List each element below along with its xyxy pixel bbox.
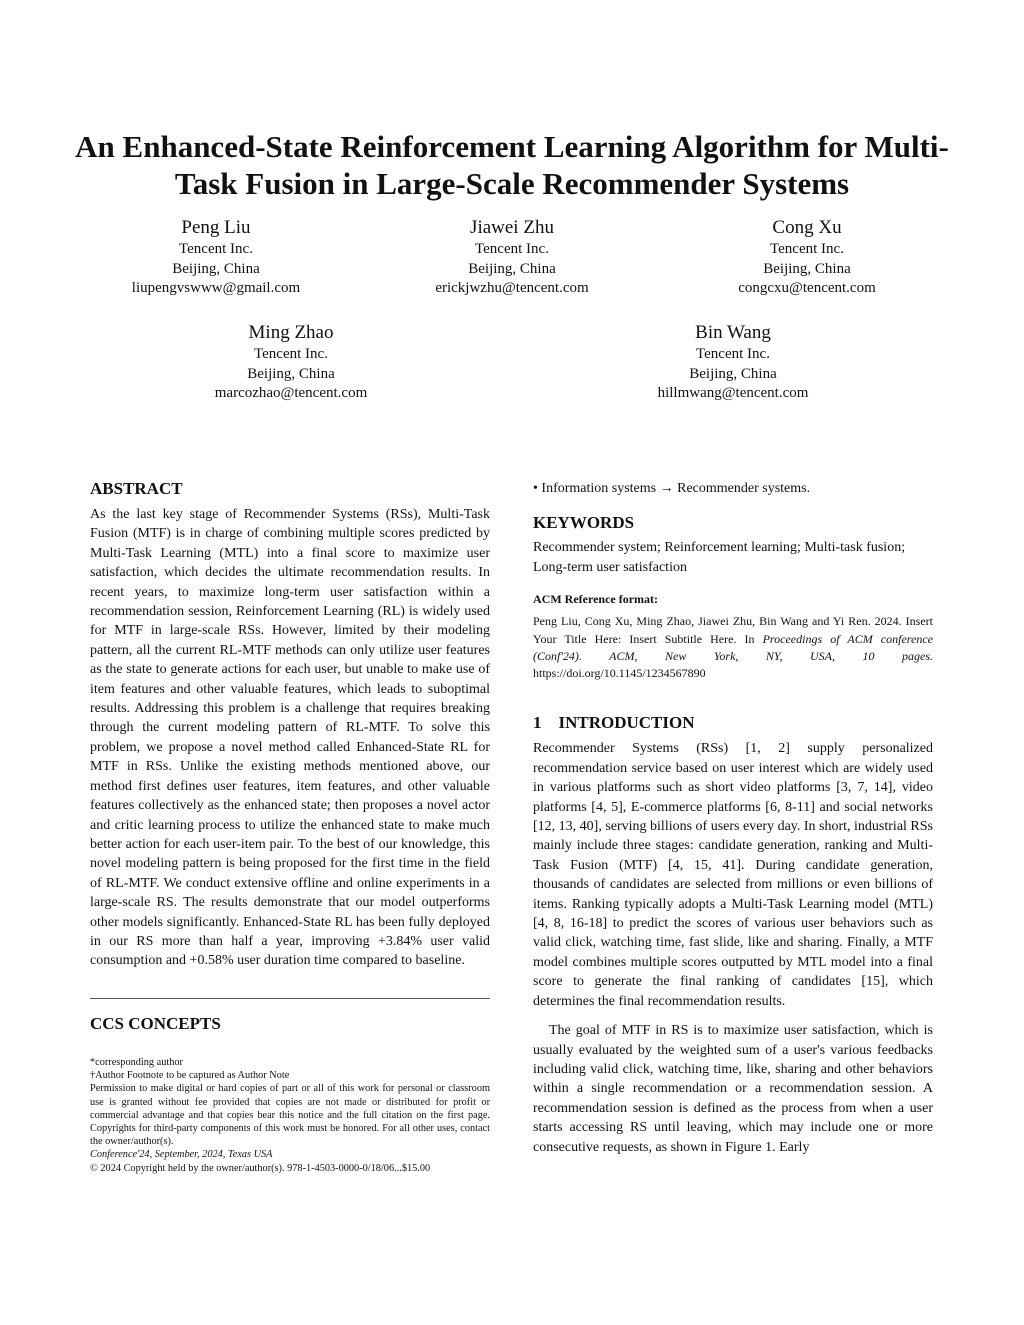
author-name: Cong Xu [772,217,842,238]
footnote-permission: Permission to make digital or hard copies of part or all of this work for personal or classroom use is granted without fee provided that copies are not made or distributed for profit or commercial advantage and that copies bear this notice and the full citation on the first page. Copyrights for third-party components of this work must be honored. For all other uses, contact the owner/author(s). [90,1083,490,1148]
acm-ref-text [533,613,933,682]
author-name: Peng Liu [181,217,251,238]
author-location: Beijing, China [172,260,260,277]
author-block [141,321,441,404]
acm-ref-doi[interactable]: https://doi.org/10.1145/1234567890 [533,666,706,681]
author-location: Beijing, China [689,365,777,382]
abstract-text: As the last key stage of Recommender Systems (RSs), Multi-Task Fusion (MTF) is in charge of combining multiple scores predicted by Multi-Task Learning (MTL) into a final score to maximize user satisfaction, which decides the ultimate recommendation results. In recent years, to maximize long-term user satisfaction within a recommendation session, Reinforcement Learning (RL) is widely used for MTF in large-scale RSs. However, limited by their modeling pattern, all the current RL-MTF methods can only utilize user features as the state to generate actions for each user, but unable to make use of item features and other valuable features, which leads to suboptimal results. Addressing this problem is a challenge that requires breaking through the current modeling pattern of RL-MTF. To solve this problem, we propose a novel method called Enhanced-State RL for MTF in RSs. Unlike the existing methods mentioned above, our method first defines user features, item features, and other valuable features collectively as the enhanced state; then proposes a novel actor and critic learning process to utilize the enhanced state to make much better action for each user-item pair. To the best of our knowledge, this novel modeling pattern is being proposed for the first time in the field of RL-MTF. We conduct extensive offline and online experiments in a large-scale RS. The results demonstrate that our model outperforms other models significantly. Enhanced-State RL has been fully deployed in our RS more than half a year, improving +3.84% user valid consumption and +0.58% user duration time compared to baseline. [90,507,490,969]
keywords-heading: KEYWORDS [533,513,635,533]
footnote-corresponding: *corresponding author [90,1057,183,1068]
acm-ref-plain: Peng Liu, Cong Xu, Ming Zhao, Jiawei Zhu, Bin Wang and Yi Ren. 2024. Insert Your Title Here: Insert Subtitle Here. In [533,614,933,646]
author-affiliation: Tencent Inc. [770,241,844,257]
author-name: Bin Wang [695,322,771,343]
author-name: Ming Zhao [248,322,334,343]
ccs-heading-block [90,1014,490,1034]
author-block [66,216,366,299]
footnote-conference: Conference'24, September, 2024, Texas USA [90,1149,273,1161]
author-block [657,216,957,299]
author-affiliation: Tencent Inc. [254,346,328,362]
author-email: congcxu@tencent.com [738,280,876,296]
right-column [533,479,933,1157]
footnotes [90,1056,490,1175]
acm-ref-heading: ACM Reference format: [533,592,659,607]
title-line-2: Task Fusion in Large-Scale Recommender Systems [174,166,850,201]
author-block [583,321,883,404]
acm-ref-italic: Proceedings of ACM conference (Conf'24). ACM, New York, NY, USA, 10 pages. [533,631,933,663]
title-line-1: An Enhanced-State Reinforcement Learning Algorithm for Multi- [75,129,949,164]
author-location: Beijing, China [247,365,335,382]
author-block [362,216,662,299]
author-affiliation: Tencent Inc. [475,241,549,257]
introduction-para-2: The goal of MTF in RS is to maximize user satisfaction, which is usually evaluated by the weighted sum of a user's various feedbacks including valid click, watching time, like, sharing and other behaviors within a single recommendation or a recommendation session. A recommendation session is defined as the process from when a user starts accessing RS until leaving, which may include one or more consecutive requests, as shown in Figure 1. Early [533,1023,933,1155]
author-location: Beijing, China [468,260,556,277]
author-affiliation: Tencent Inc. [179,241,253,257]
author-email: erickjwzhu@tencent.com [435,280,589,296]
author-email: hillmwang@tencent.com [657,385,809,401]
ccs-heading: CCS CONCEPTS [90,1014,221,1033]
ccs-concept: • Information systems → Recommender systems. [533,481,811,496]
author-location: Beijing, China [763,260,851,277]
introduction-para-1: Recommender Systems (RSs) [1, 2] supply personalized recommendation service based on user interest which are widely used in various platforms such as short video platforms [3, 7, 14], video platforms [4, 5], E-commerce platforms [6, 8-11] and social networks [12, 13, 40], serving billions of users every day. In short, industrial RSs mainly include three stages: candidate generation, ranking and Multi-Task Fusion (MTF) [4, 15, 41]. During candidate generation, thousands of candidates are selected from millions or even billions of items. Ranking typically adopts a Multi-Task Learning model (MTL) [4, 8, 16-18] to predict the scores of various user behaviors such as valid click, watching time, fast slide, like and sharing. Finally, a MTF model combines multiple scores outputted by MTL model into a final score to generate the final ranking of candidates [15], which determines the final recommendation results. [533,741,933,1009]
footnote-author-note: †Author Footnote to be captured as Author Note [90,1070,290,1082]
author-email: liupengvswww@gmail.com [131,280,301,296]
author-affiliation: Tencent Inc. [696,346,770,362]
author-name: Jiawei Zhu [470,217,554,238]
paper-title [60,128,964,202]
author-email: marcozhao@tencent.com [214,385,368,401]
introduction-heading: 1 INTRODUCTION [533,713,695,733]
abstract-section [90,479,490,971]
footnote-copyright: © 2024 Copyright held by the owner/author(s). 978-1-4503-0000-0/18/06...$15.00 [90,1162,431,1174]
section-divider [90,998,490,999]
keywords-text: Recommender system; Reinforcement learning; Multi-task fusion; Long-term user satisfaction [533,540,906,575]
abstract-heading: ABSTRACT [90,479,183,498]
